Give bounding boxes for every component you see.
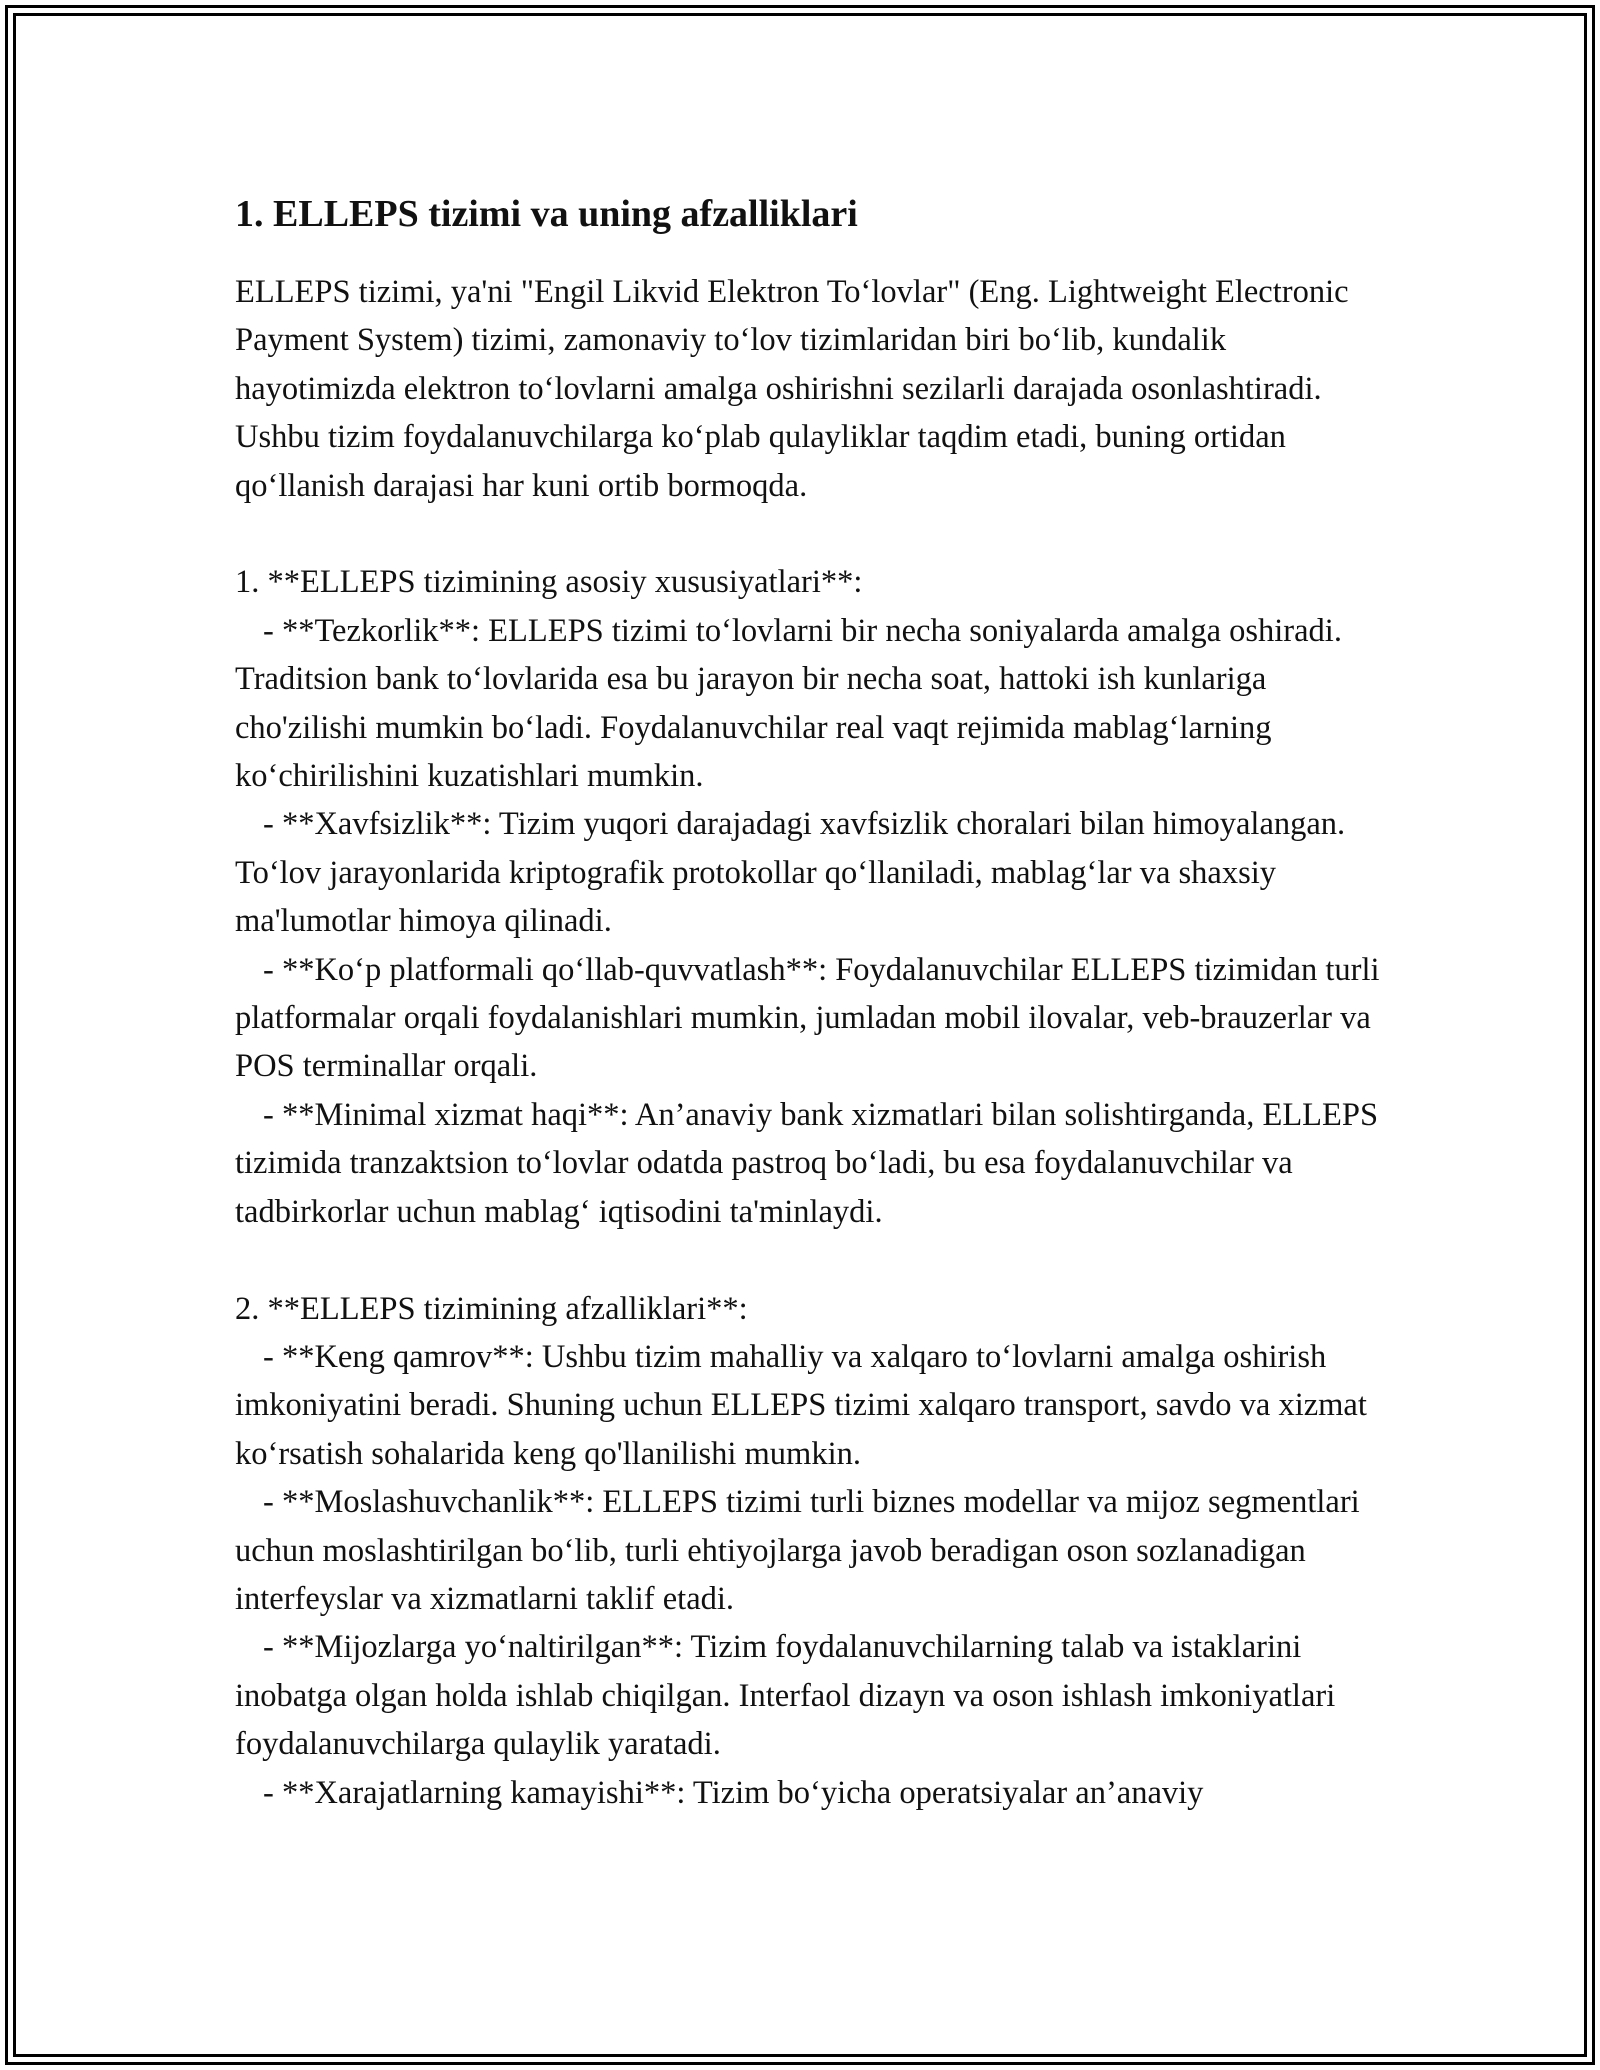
section2-item-flexibility: - **Moslashuvchanlik**: ELLEPS tizimi turli biznes modellar va mijoz segmentlari uchun moslashtirilgan bo‘lib, turli ehtiyojlarga javob beradigan oson sozlanadigan interfeyslar va xizmatlarni taklif etadi.	[235, 1484, 1360, 1617]
document-heading: 1. ELLEPS tizimi va uning afzalliklari	[235, 193, 858, 235]
section2-title: 2. **ELLEPS tizimining afzalliklari**:	[235, 1290, 748, 1327]
section1-item-multiplatform: - **Ko‘p platformali qo‘llab-quvvatlash**: Foydalanuvchilar ELLEPS tizimidan turli platformalar orqali foydalanishlari mumkin, jumladan mobil ilovalar, veb-brauzerlar va POS terminallar orqali.	[235, 951, 1380, 1085]
section1-item-speed: - **Tezkorlik**: ELLEPS tizimi to‘lovlarni bir necha soniyalarda amalga oshiradi. Traditsion bank to‘lovlarida esa bu jarayon bir necha soat, hattoki ish kunlariga cho'zilishi mumkin bo‘ladi. Foydalanuvchilar real vaqt rejimida mablag‘larning ko‘chirilishini kuzatishlari mumkin.	[235, 612, 1342, 795]
paragraph-gap	[235, 510, 1385, 558]
section1-item-security: - **Xavfsizlik**: Tizim yuqori darajadagi xavfsizlik choralari bilan himoyalangan. To‘lov jarayonlarida kriptografik protokollar qo‘llaniladi, mablag‘lar va shaxsiy ma'lumotlar himoya qilinadi.	[235, 806, 1346, 940]
section2-item-cost-reduction: - **Xarajatlarning kamayishi**: Tizim bo‘yicha operatsiyalar an’anaviy	[263, 1774, 1204, 1811]
section1-title: 1. **ELLEPS tizimining asosiy xususiyatlari**:	[235, 564, 863, 601]
paragraph-gap	[235, 1236, 1385, 1284]
section2-item-coverage: - **Keng qamrov**: Ushbu tizim mahalliy va xalqaro to‘lovlarni amalga oshirish imkoniyatini beradi. Shuning uchun ELLEPS tizimi xalqaro transport, savdo va xizmat ko‘rsatish sohalarida keng qo'llanilishi mumkin.	[235, 1338, 1367, 1472]
intro-paragraph: ELLEPS tizimi, ya'ni "Engil Likvid Elektron To‘lovlar" (Eng. Lightweight Electronic Payment System) tizimi, zamonaviy to‘lov tizimlaridan biri bo‘lib, kundalik hayotimizda elektron to‘lovlarni amalga oshirishni sezilarli darajada osonlashtiradi. Ushbu tizim foydalanuvchilarga ko‘plab qulayliklar taqdim etadi, buning ortidan qo‘llanish darajasi har kuni ortib bormoqda.	[235, 274, 1349, 504]
section1-item-fees: - **Minimal xizmat haqi**: An’anaviy bank xizmatlari bilan solishtirganda, ELLEPS tizimida tranzaktsion to‘lovlar odatda pastroq bo‘ladi, bu esa foydalanuvchilar va tadbirkorlar uchun mablag‘ iqtisodini ta'minlaydi.	[235, 1096, 1379, 1230]
document-body	[235, 188, 1385, 1817]
section2-item-customer-focus: - **Mijozlarga yo‘naltirilgan**: Tizim foydalanuvchilarning talab va istaklarini inobatga olgan holda ishlab chiqilgan. Interfaol dizayn va oson ishlash imkoniyatlari foydalanuvchilarga qulaylik yaratadi.	[235, 1629, 1336, 1763]
